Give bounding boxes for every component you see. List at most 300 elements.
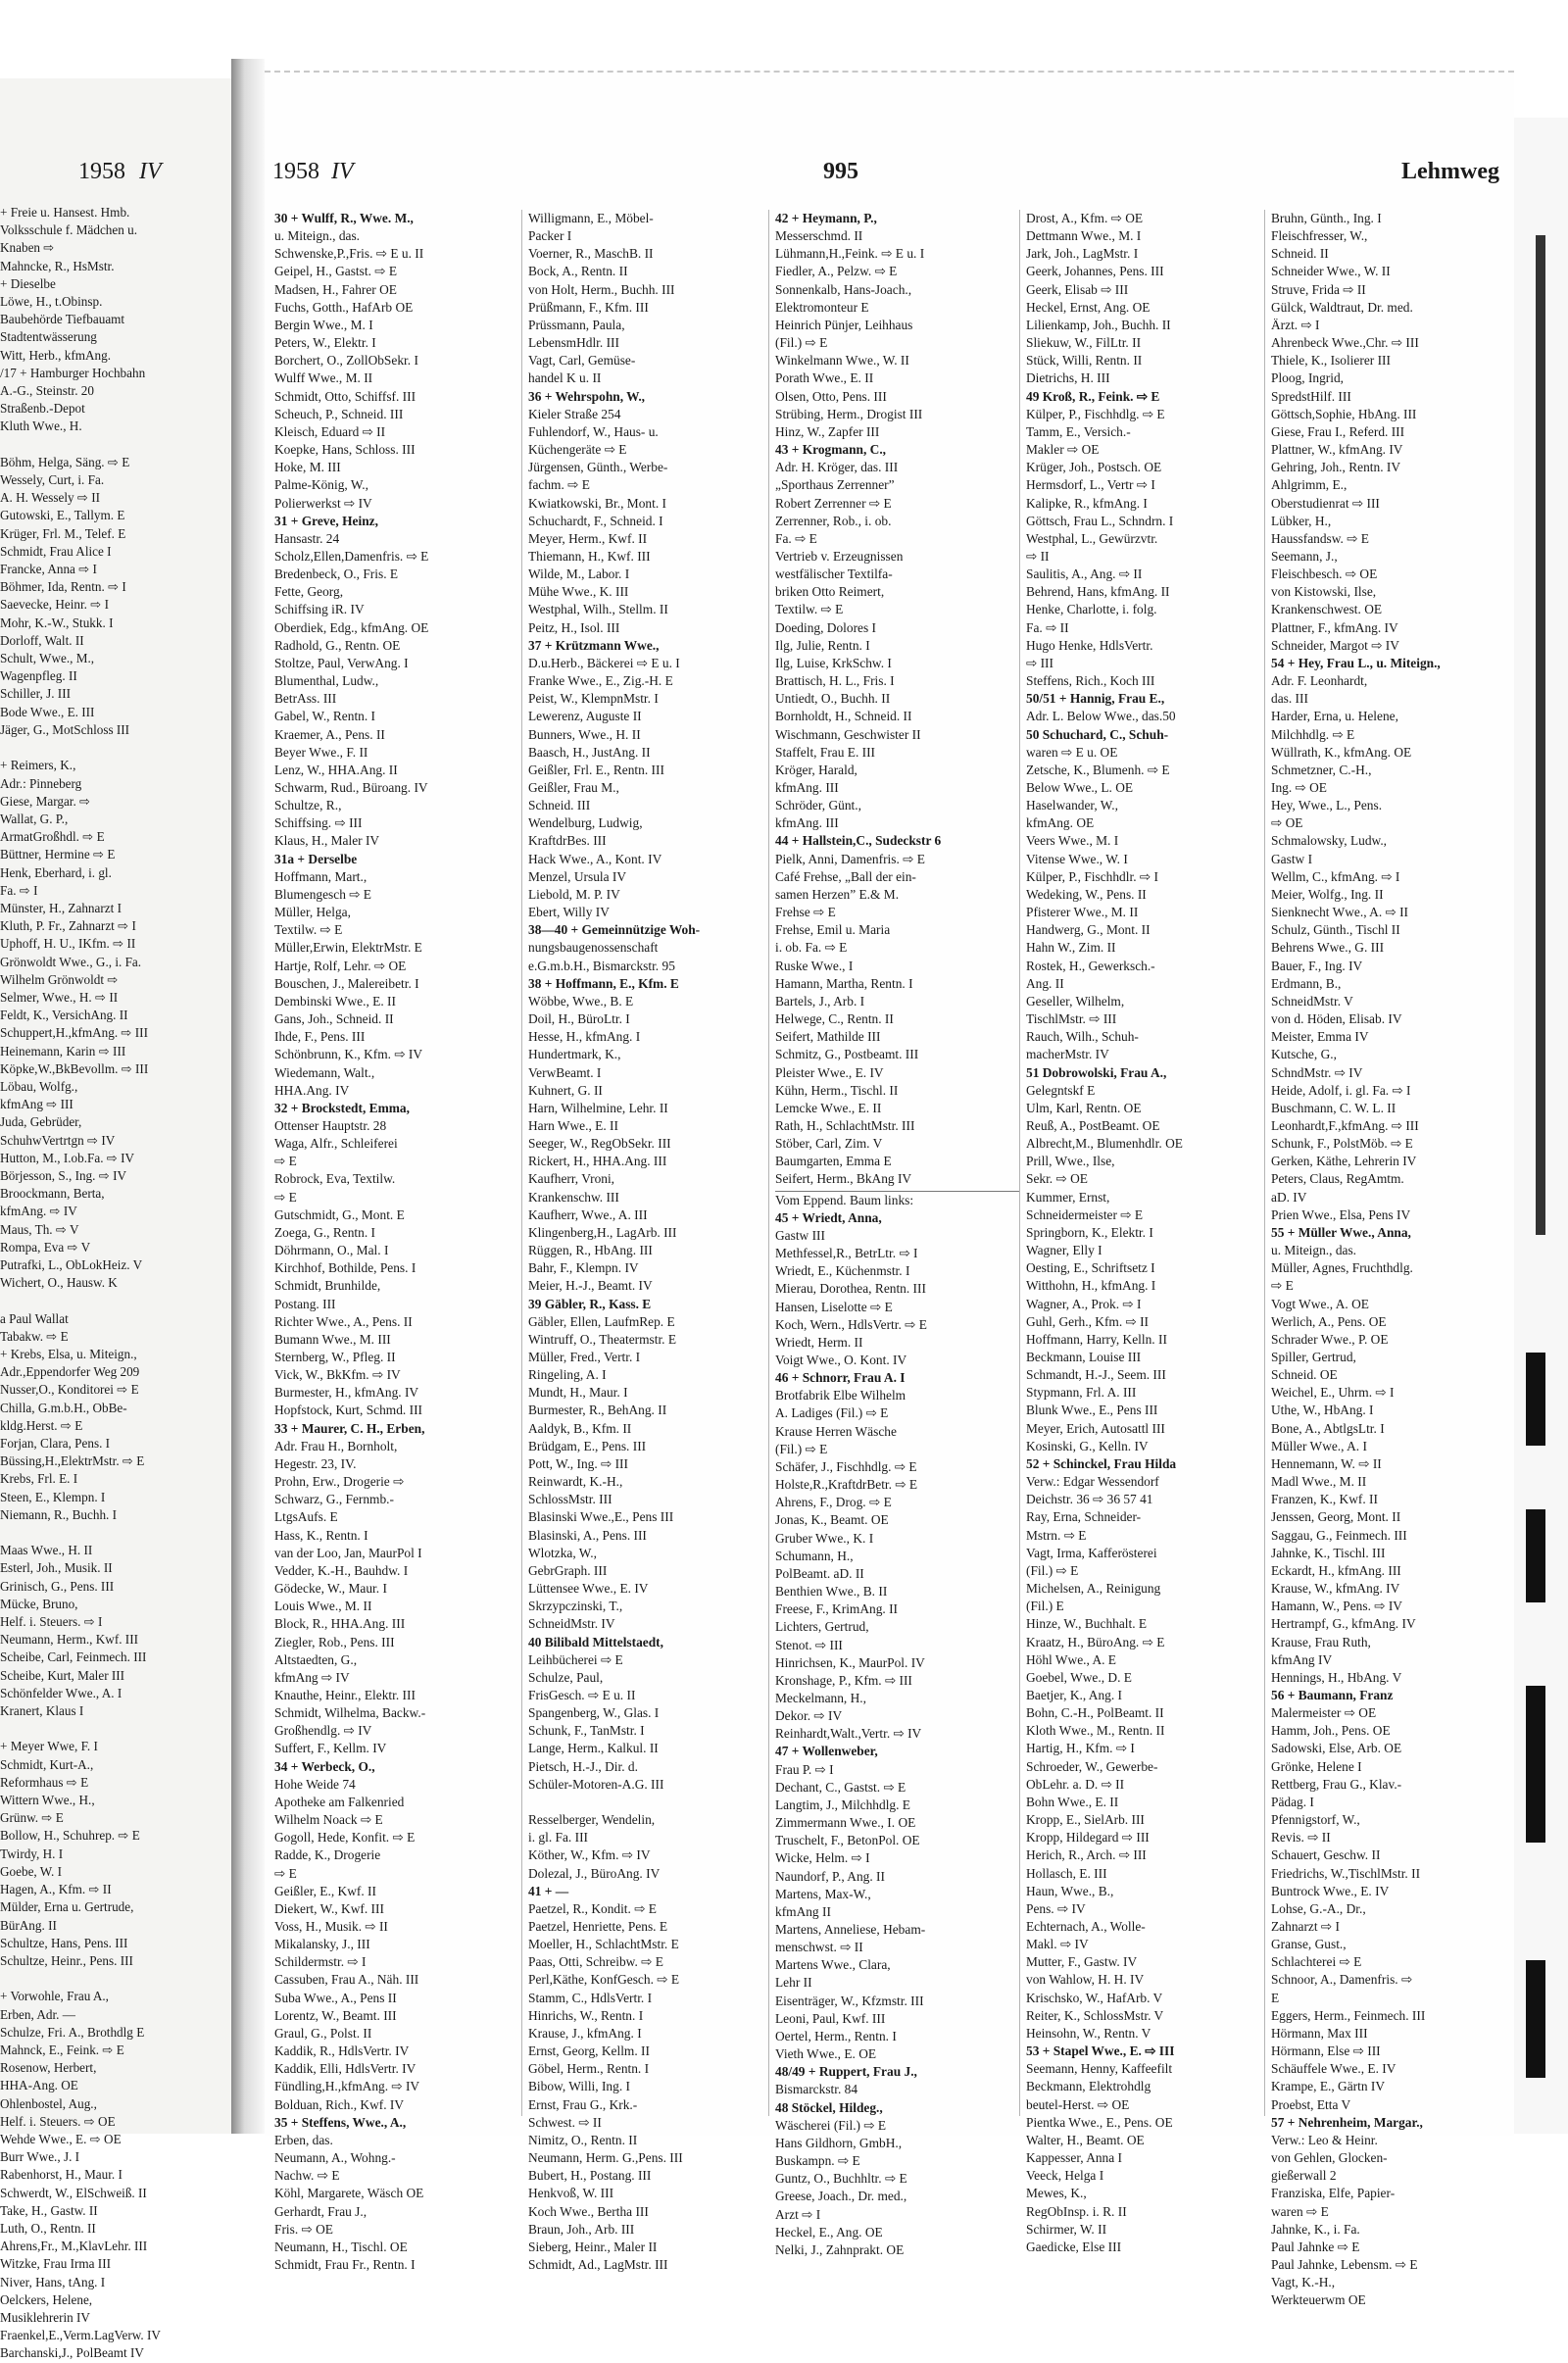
directory-entry-line: Meyer, Erich, Autosattl III [1026, 1420, 1165, 1436]
directory-entry-line: 56 + Baumann, Franz [1271, 1687, 1394, 1702]
left-listing-line: Volksschule f. Mädchen u. [0, 222, 138, 238]
directory-entry-line: Geißler, Frl. E., Rentn. III [528, 762, 664, 777]
directory-entry-line: 50 Schuchard, C., Schuh- [1026, 726, 1169, 742]
directory-entry-line: Wulff Wwe., M. II [274, 370, 373, 386]
left-listing-line: Wilhelm Grönwoldt ⇨ [0, 971, 119, 987]
directory-entry-line: Wäscherei (Fil.) ⇨ E [775, 2117, 887, 2133]
directory-entry-line: Frehse, Emil u. Maria [775, 922, 891, 938]
directory-entry-line: Dolezal, J., BüroAng. IV [528, 1865, 661, 1881]
directory-entry-line: Werlich, A., Pens. OE [1271, 1313, 1387, 1329]
directory-entry-line: 44 + Hallstein,C., Sudeckstr 6 [775, 833, 942, 849]
directory-entry-line: Hörmann, Max III [1271, 2025, 1368, 2041]
directory-entry-line: Albrecht,M., Blumenhdlr. OE [1026, 1136, 1183, 1152]
directory-entry-line: Schroeder, W., Gewerbe- [1026, 1758, 1158, 1774]
directory-entry-line: Ringeling, A. I [528, 1367, 607, 1383]
directory-entry-line: Reinwardt, K.-H., [528, 1474, 623, 1490]
left-listing-line: Fraenkel,E.,Verm.LagVerw. IV [0, 2328, 161, 2343]
directory-entry-line: Burmester, R., BehAng. II [528, 1403, 667, 1418]
directory-entry-line: Braun, Joh., Arb. III [528, 2221, 635, 2237]
directory-entry-line: Zimmermann Wwe., I. OE [775, 1815, 916, 1831]
directory-entry-line: menschwst. ⇨ II [775, 1940, 863, 1955]
directory-entry-line: 47 + Wollenweber, [775, 1744, 878, 1759]
directory-entry-line: Franziska, Elfe, Papier- [1271, 2186, 1396, 2201]
directory-entry-line: 48/49 + Ruppert, Frau J., [775, 2064, 917, 2080]
directory-entry-line: 55 + Müller Wwe., Anna, [1271, 1224, 1411, 1240]
directory-entry-line: 42 + Heymann, P., [775, 211, 877, 225]
directory-entry-line: Sliekuw, W., FilLtr. II [1026, 335, 1142, 351]
directory-entry-line: 31 + Greve, Heinz, [274, 513, 378, 528]
directory-entry-line: Göttsch, Frau L., Schndrn. I [1026, 513, 1174, 528]
directory-entry-line: Diekert, W., Kwf. III [274, 1900, 384, 1916]
directory-entry-line: Robert Zerrenner ⇨ E [775, 495, 892, 511]
directory-entry-line: Schultze, R., [274, 798, 342, 813]
directory-entry-line: Gelegntskf E [1026, 1082, 1096, 1098]
directory-entry-line: Suba Wwe., A., Pens II [274, 1990, 397, 2005]
directory-entry-line: Granse, Gust., [1271, 1937, 1347, 1952]
directory-entry-line: Lange, Herm., Kalkul. II [528, 1741, 659, 1756]
directory-entry-line: Leoni, Paul, Kwf. III [775, 2010, 886, 2026]
directory-entry-line: Greese, Joach., Dr. med., [775, 2189, 907, 2204]
directory-entry-line: Hansen, Liselotte ⇨ E [775, 1299, 893, 1314]
directory-entry-line: HHA.Ang. IV [274, 1082, 350, 1098]
directory-entry-line: Koch Wwe., Bertha III [528, 2203, 649, 2219]
directory-entry-line: Bergin Wwe., M. I [274, 317, 373, 332]
directory-entry-line: ⇨ II [1026, 548, 1050, 564]
directory-entry-line: Erdmann, B., [1271, 975, 1342, 991]
directory-entry-line: Fa. ⇨ E [775, 530, 817, 546]
left-listing-line: Witzke, Frau Irma III [0, 2256, 111, 2272]
directory-entry-line: Baumgarten, Emma E [775, 1154, 892, 1169]
directory-entry-line: Kraemer, A., Pens. II [274, 726, 385, 742]
directory-entry-line: Kuhnert, G. II [528, 1082, 603, 1098]
directory-entry-line: Reuß, A., PostBeamt. OE [1026, 1117, 1160, 1133]
directory-entry-line: Großhendlg. ⇨ IV [274, 1723, 372, 1739]
directory-entry-line: Schwenske,P.,Fris. ⇨ E u. II [274, 246, 424, 262]
directory-entry-line: Bouschen, J., Malereibetr. I [274, 975, 419, 991]
left-listing-line: Mohr, K.-W., Stukk. I [0, 615, 114, 630]
directory-entry-line: Krause, J., kfmAng. I [528, 2025, 642, 2041]
directory-entry-line: Harn, Wilhelmine, Lehr. II [528, 1100, 668, 1115]
directory-entry-line: Mstrn. ⇨ E [1026, 1527, 1087, 1543]
left-listing-line: Knaben ⇨ [0, 240, 55, 256]
directory-entry-line: Herich, R., Arch. ⇨ III [1026, 1847, 1147, 1863]
directory-entry-line: Leonhardt,F.,kfmAng. ⇨ III [1271, 1117, 1419, 1133]
directory-entry-line: westfälischer Textilfa- [775, 566, 893, 582]
left-listing-line: Wittern Wwe., H., [0, 1793, 95, 1808]
directory-entry-line: Werkteuerwm OE [1271, 2292, 1366, 2308]
directory-entry-line: Schmidt, Brunhilde, [274, 1278, 381, 1294]
directory-entry-line: Paul Jahnke ⇨ E [1271, 2239, 1360, 2254]
left-listing-line: Jäger, G., MotSchloss III [0, 721, 130, 737]
directory-entry-line: Geißler, E., Kwf. II [274, 1883, 376, 1898]
left-listing-line: + Freie u. Hansest. Hmb. [0, 205, 130, 220]
left-listing-line: Niemann, R., Buchh. I [0, 1506, 118, 1522]
directory-entry-line: Müller, Helga, [274, 905, 351, 920]
directory-entry-line: Dechant, C., Gastst. ⇨ E [775, 1779, 906, 1795]
directory-entry-line: 30 + Wulff, R., Wwe. M., [274, 211, 414, 225]
page-header [272, 159, 1509, 198]
directory-entry-line: Hansastr. 24 [274, 530, 340, 546]
directory-entry-line: (Fil.) ⇨ E [775, 1441, 828, 1456]
directory-entry-line: Echternach, A., Wolle- [1026, 1919, 1146, 1934]
directory-entry-line: Vogt Wwe., A. OE [1271, 1296, 1369, 1311]
directory-entry-line [528, 1794, 768, 1811]
directory-entry-line: Fleischbesch. ⇨ OE [1271, 566, 1378, 582]
directory-entry-line: Prill, Wwe., Ilse, [1026, 1154, 1115, 1169]
directory-entry-line: Martens, Max-W., [775, 1886, 871, 1901]
directory-entry-line: Burmester, H., kfmAng. IV [274, 1385, 419, 1401]
directory-entry-line: 50/51 + Hannig, Frau E., [1026, 691, 1165, 707]
directory-entry-line: Beyer Wwe., F. II [274, 744, 368, 760]
directory-entry-line: Blunk Wwe., E., Pens III [1026, 1403, 1158, 1418]
directory-entry-line: Vitense Wwe., W. I [1026, 851, 1128, 866]
left-listing-line: Schultze, Heinr., Pens. III [0, 1952, 133, 1968]
directory-entry-line: Fuchs, Gotth., HafArb OE [274, 299, 414, 315]
left-listing-line: Heinemann, Karin ⇨ III [0, 1043, 126, 1058]
left-listing-line [0, 1292, 206, 1309]
left-listing-line: Witt, Herb., kfmAng. [0, 347, 112, 363]
directory-entry-line: Neumann, A., Wohng.- [274, 2150, 396, 2166]
directory-columns [265, 210, 1514, 2308]
left-listing-line: Feldt, K., VersichAng. II [0, 1008, 128, 1023]
directory-entry-line: Kutsche, G., [1271, 1047, 1337, 1062]
directory-entry-line: Harder, Erna, u. Helene, [1271, 709, 1398, 724]
directory-entry-line: von Gehlen, Glocken- [1271, 2150, 1388, 2166]
directory-entry-line: Lenz, W., HHA.Ang. II [274, 762, 398, 777]
directory-entry-line: Oberstudienrat ⇨ III [1271, 495, 1380, 511]
directory-entry-line: Schirmer, W. II [1026, 2221, 1107, 2237]
directory-entry-line: Krause Herren Wäsche [775, 1423, 897, 1439]
directory-entry-line: Resselberger, Wendelin, [528, 1812, 656, 1828]
left-listing-line: Take, H., Gastw. II [0, 2202, 98, 2218]
left-listing-line: Rompa, Eva ⇨ V [0, 1239, 91, 1255]
left-listing-line: HHA-Ang. OE [0, 2078, 78, 2093]
directory-entry-line: Adr. F. Leonhardt, [1271, 673, 1368, 689]
directory-entry-line: Schwarz, G., Fernmb.- [274, 1492, 394, 1507]
directory-entry-line: Krampe, E., Gärtn IV [1271, 2079, 1386, 2094]
directory-entry-line: Spiller, Gertrud, [1271, 1350, 1356, 1364]
directory-entry-line: Blasinski Wwe.,E., Pens III [528, 1509, 674, 1525]
directory-entry-line: Waga, Alfr., Schleiferei [274, 1136, 398, 1152]
directory-entry-line: Wagner, A., Prok. ⇨ I [1026, 1296, 1142, 1311]
directory-entry-line: Meister, Emma IV [1271, 1029, 1369, 1045]
directory-entry-line: 32 + Brockstedt, Emma, [274, 1100, 410, 1115]
directory-entry-line: Ray, Erna, Schneider- [1026, 1509, 1142, 1525]
left-listing-line: Henk, Eberhard, i. gl. [0, 864, 112, 880]
directory-entry-line: Kaddik, Elli, HdlsVertr. IV [274, 2061, 416, 2077]
directory-entry-line: Jahnke, K., Tischl. III [1271, 1545, 1386, 1560]
directory-entry-line: Wriedt, E., Küchenmstr. I [775, 1263, 910, 1279]
left-listing-line: + Meyer Wwe, F. I [0, 1739, 98, 1754]
directory-entry-line: das. III [1271, 691, 1308, 707]
directory-entry-line: Rüggen, R., HbAng. III [528, 1243, 653, 1258]
directory-entry-line: Deichstr. 36 ⇨ 36 57 41 [1026, 1492, 1153, 1507]
directory-entry-line: Schneid. III [528, 798, 591, 813]
directory-entry-line: Hahn W., Zim. II [1026, 940, 1116, 956]
directory-entry-line: 48 Stöckel, Hildeg., [775, 2099, 883, 2115]
directory-entry-line: Kaufherr, Vroni, [528, 1171, 615, 1187]
directory-entry-line: Hesse, H., kfmAng. I [528, 1029, 641, 1045]
directory-entry-line: D.u.Herb., Bäckerei ⇨ E u. I [528, 655, 680, 670]
directory-entry-line: Vagt, Irma, Kafferösterei [1026, 1545, 1157, 1560]
directory-entry-line: Heinrich Pünjer, Leihhaus [775, 317, 913, 332]
directory-entry-line: Kloth Wwe., M., Rentn. II [1026, 1723, 1165, 1739]
directory-entry-line: Methfessel,R., BetrLtr. ⇨ I [775, 1246, 918, 1261]
left-listing-line: Niver, Hans, tAng. I [0, 2274, 106, 2289]
directory-entry-line: Lichters, Gertrud, [775, 1619, 869, 1635]
directory-entry-line: Wagner, Elly I [1026, 1243, 1102, 1258]
directory-entry-line: Bohn Wwe., E. II [1026, 1794, 1119, 1809]
column-1 [269, 210, 521, 2272]
directory-entry-line: Palme-König, W., [274, 477, 368, 493]
directory-entry-line: SchndMstr. ⇨ IV [1271, 1064, 1363, 1080]
directory-entry-line: Küchengeräte ⇨ E [528, 442, 627, 458]
directory-entry-line: i. gl. Fa. III [528, 1830, 588, 1846]
directory-entry-line: Benthien Wwe., B. II [775, 1584, 888, 1600]
directory-entry-line: aD. IV [1271, 1189, 1307, 1205]
directory-entry-line: Ang. II [1026, 975, 1064, 991]
left-listing-line: + Reimers, K., [0, 758, 76, 773]
left-listing-line: Straßenb.-Depot [0, 401, 85, 417]
directory-entry-line: Peitz, H., Isol. III [528, 619, 620, 635]
directory-entry-line: Veers Wwe., M. I [1026, 833, 1119, 849]
directory-entry-line: Plattner, W., kfmAng. IV [1271, 442, 1403, 458]
left-listing-line: Helf. i. Steuers. ⇨ I [0, 1614, 103, 1630]
directory-entry-line: Kieler Straße 254 [528, 406, 621, 421]
directory-entry-line: Revis. ⇨ II [1271, 1830, 1331, 1846]
directory-entry-line: Oertel, Herm., Rentn. I [775, 2028, 897, 2043]
directory-entry-line: Radhold, G., Rentn. OE [274, 637, 401, 653]
directory-entry-line: Postang. III [274, 1296, 336, 1311]
directory-entry-line: Lüttensee Wwe., E. IV [528, 1581, 649, 1597]
left-page-listing [0, 204, 206, 2363]
directory-entry-line: Franke Wwe., E., Zig.-H. E [528, 673, 673, 689]
left-listing-line [0, 1720, 206, 1738]
left-listing-line: Esterl, Joh., Musik. II [0, 1560, 113, 1576]
directory-entry-line: Porath Wwe., E. II [775, 370, 874, 386]
directory-entry-line: 40 Bilibald Mittelstaedt, [528, 1634, 663, 1649]
directory-entry-line: Zetsche, K., Blumenh. ⇨ E [1026, 762, 1170, 777]
directory-entry-line: Bubert, H., Postang. III [528, 2168, 652, 2184]
directory-entry-line: Sternberg, W., Pfleg. II [274, 1350, 396, 1364]
directory-entry-line: Hamm, Joh., Pens. OE [1271, 1723, 1391, 1739]
left-listing-line: Löbau, Wolfg., [0, 1078, 78, 1094]
directory-entry-line: Kwiatkowski, Br., Mont. I [528, 495, 666, 511]
directory-entry-line: Eisenträger, W., Kfzmstr. III [775, 1993, 924, 2008]
directory-entry-line: Paetzel, Henriette, Pens. E [528, 1919, 668, 1934]
directory-entry-line: Pientka Wwe., E., Pens. OE [1026, 2114, 1173, 2130]
directory-entry-line: Borchert, O., ZollObSekr. I [274, 353, 418, 369]
directory-entry-line: Brüdgam, E., Pens. III [528, 1438, 647, 1453]
left-listing-line: Krebs, Frl. E. I [0, 1471, 78, 1487]
left-page-volume: IV [139, 159, 162, 184]
directory-entry-line: Veeck, Helga I [1026, 2168, 1104, 2184]
directory-entry-line: Beckmann, Louise III [1026, 1350, 1142, 1364]
directory-entry-line: Kummer, Ernst, [1026, 1189, 1110, 1205]
directory-entry-line: SpredstHilf. III [1271, 388, 1351, 404]
directory-entry-line: Beckmann, Elektrohdlg [1026, 2079, 1152, 2094]
directory-entry-line: Skrzypczinski, T., [528, 1599, 623, 1614]
directory-entry-line: Sonnenkalb, Hans-Joach., [775, 281, 912, 297]
column-5 [1264, 210, 1511, 2308]
directory-entry-line: Paetzel, R., Kondit. ⇨ E [528, 1900, 657, 1916]
directory-entry-line: Westphal, L., Gewürzvtr. [1026, 530, 1158, 546]
directory-entry-line: Seifert, Herm., BkAng IV [775, 1171, 912, 1187]
directory-entry-line: Schneid. II [1271, 246, 1329, 262]
directory-entry-line: u. Miteign., das. [1271, 1243, 1357, 1258]
directory-entry-line: Wintruff, O., Theatermstr. E [528, 1331, 677, 1347]
directory-entry-line: Radde, K., Drogerie [274, 1847, 381, 1863]
directory-entry-line: Schulz, Günth., Tischl II [1271, 922, 1400, 938]
directory-entry-line: Gabel, W., Rentn. I [274, 709, 376, 724]
left-listing-line: Schult, Wwe., M., [0, 651, 95, 666]
directory-entry-line: Pietsch, H.-J., Dir. d. [528, 1758, 638, 1774]
left-listing-line: + Krebs, Elsa, u. Miteign., [0, 1347, 137, 1361]
directory-entry-line: Springborn, K., Elektr. I [1026, 1224, 1153, 1240]
directory-entry-line: Uthe, W., HbAng. I [1271, 1403, 1374, 1418]
directory-entry-line: Verw.: Leo & Heinr. [1271, 2132, 1378, 2147]
left-listing-line: Mücke, Bruno, [0, 1596, 78, 1611]
directory-entry-line: Zerrenner, Rob., i. ob. [775, 513, 892, 528]
left-listing-line: Adr.,Eppendorfer Weg 209 [0, 1364, 140, 1380]
left-listing-line: Oelckers, Helene, [0, 2291, 93, 2307]
directory-entry-line: Textilw. ⇨ E [775, 602, 844, 617]
directory-entry-line: Packer I [528, 228, 572, 244]
directory-entry-line: 45 + Wriedt, Anna, [775, 1209, 882, 1225]
directory-entry-line: Sieberg, Heinr., Maler II [528, 2239, 658, 2254]
left-page-fragment [0, 78, 232, 2361]
directory-entry-line: Baasch, H., JustAng. II [528, 744, 651, 760]
directory-entry-line: Bahr, F., Klempn. IV [528, 1260, 639, 1276]
directory-entry-line: Hohe Weide 74 [274, 1776, 356, 1792]
directory-entry-line: Krause, Frau Ruth, [1271, 1634, 1371, 1649]
directory-entry-line: Stamm, C., HdlsVertr. I [528, 1990, 653, 2005]
directory-entry-line: (Fil.) ⇨ E [775, 335, 828, 351]
left-listing-line: Münster, H., Zahnarzt I [0, 900, 122, 915]
directory-entry-line: Schildermstr. ⇨ I [274, 1954, 367, 1970]
left-listing-line: Kranert, Klaus I [0, 1703, 84, 1719]
directory-entry-line: Sadowski, Else, Arb. OE [1271, 1741, 1402, 1756]
directory-entry-line: Frehse ⇨ E [775, 905, 836, 920]
directory-entry-line: Paul Jahnke, Lebensm. ⇨ E [1271, 2256, 1418, 2272]
directory-entry-line: Knauthe, Heinr., Elektr. III [274, 1687, 416, 1702]
left-listing-line: kfmAng. ⇨ IV [0, 1204, 77, 1219]
directory-entry-line: Wellm, C., kfmAng. ⇨ I [1271, 868, 1400, 884]
directory-entry-line: Eckardt, H., kfmAng. III [1271, 1562, 1401, 1578]
left-listing-line: Adr.: Pinneberg [0, 775, 82, 791]
directory-entry-line: Voigt Wwe., O. Kont. IV [775, 1353, 907, 1367]
left-listing-line: Wallat, G. P., [0, 811, 69, 826]
directory-entry-line: 57 + Nehrenheim, Margar., [1271, 2114, 1423, 2130]
left-listing-line: BürAng. II [0, 1917, 57, 1933]
directory-entry-line: Grönke, Helene I [1271, 1758, 1362, 1774]
directory-entry-line: Harn Wwe., E. II [528, 1117, 618, 1133]
directory-entry-line: Kleisch, Eduard ⇨ II [274, 423, 386, 439]
directory-entry-line: Erben, das. [274, 2132, 333, 2147]
directory-entry-line: 35 + Steffens, Wwe., A., [274, 2114, 407, 2130]
directory-entry-line: Dekor. ⇨ IV [775, 1708, 843, 1724]
directory-entry-line: Hass, K., Rentn. I [274, 1527, 368, 1543]
directory-entry-line: Verw.: Edgar Wessendorf [1026, 1474, 1159, 1490]
directory-entry-line: Sienknecht Wwe., A. ⇨ II [1271, 905, 1409, 920]
directory-entry-line: Plattner, F., kfmAng. IV [1271, 619, 1398, 635]
directory-entry-line: Makl. ⇨ IV [1026, 1937, 1089, 1952]
left-listing-line: ArmatGroßhdl. ⇨ E [0, 829, 105, 845]
directory-entry-line: E [1271, 1990, 1280, 2005]
directory-entry-line: 46 + Schnorr, Frau A. I [775, 1370, 906, 1386]
directory-entry-line: Nachw. ⇨ E [274, 2168, 340, 2184]
left-listing-line: Schmidt, Frau Alice I [0, 543, 112, 559]
directory-entry-line: gießerwall 2 [1271, 2168, 1337, 2184]
directory-entry-line: Pielk, Anni, Damenfris. ⇨ E [775, 851, 925, 866]
directory-entry-line: Müller Wwe., A. I [1271, 1438, 1367, 1453]
directory-entry-line: Schneider, Margot ⇨ IV [1271, 637, 1399, 653]
directory-entry-line: Elektromonteur E [775, 299, 869, 315]
directory-entry-line: Schmitz, G., Postbeamt. III [775, 1047, 919, 1062]
directory-entry-line: Bornholdt, H., Schneid. II [775, 709, 912, 724]
left-listing-line: Burr Wwe., J. I [0, 2149, 80, 2165]
directory-entry-line: Kalipke, R., kfmAng. I [1026, 495, 1148, 511]
directory-entry-line: Koch, Wern., HdlsVertr. ⇨ E [775, 1316, 927, 1332]
directory-entry-line: PolBeamt. aD. II [775, 1565, 864, 1581]
left-listing-line: Musiklehrerin IV [0, 2309, 90, 2325]
directory-entry-line: Vom Eppend. Baum links: [775, 1191, 1019, 1209]
directory-entry-line: Hamann, W., Pens. ⇨ IV [1271, 1599, 1402, 1614]
directory-entry-line: Cassuben, Frau A., Näh. III [274, 1972, 419, 1988]
directory-entry-line: Scheuch, P., Schneid. III [274, 406, 404, 421]
directory-entry-line: Apotheke am Falkenried [274, 1794, 405, 1809]
directory-entry-line: Köhl, Margarete, Wäsch OE [274, 2186, 424, 2201]
directory-entry-line: Eggers, Herm., Feinmech. III [1271, 2007, 1426, 2023]
directory-entry-line: LebensmHdlr. III [528, 335, 619, 351]
directory-entry-line: Mühe Wwe., K. III [528, 584, 629, 600]
directory-entry-line: Wendelburg, Ludwig, [528, 815, 643, 831]
directory-entry-line: von Wahlow, H. H. IV [1026, 1972, 1145, 1988]
directory-entry-line: Göttsch,Sophie, HbAng. III [1271, 406, 1417, 421]
directory-entry-line: Schumann, H., [775, 1548, 854, 1563]
directory-entry-line: 34 + Werbeck, O., [274, 1758, 375, 1774]
directory-entry-line: Paas, Otti, Schreibw. ⇨ E [528, 1954, 663, 1970]
directory-entry-line: Saggau, G., Feinmech. III [1271, 1527, 1407, 1543]
directory-entry-line: Kropp, Hildegard ⇨ III [1026, 1830, 1150, 1846]
left-listing-line: Wagenpfleg. II [0, 668, 77, 684]
directory-entry-line: Gastw I [1271, 851, 1313, 866]
directory-entry-line: Hinz, W., Zapfer III [775, 423, 880, 439]
directory-entry-line: GebrGraph. III [528, 1562, 608, 1578]
directory-entry-line: Voss, H., Musik. ⇨ II [274, 1919, 388, 1934]
directory-entry-line: Hennemann, W. ⇨ II [1271, 1455, 1382, 1471]
directory-entry-line: Schlachterei ⇨ E [1271, 1954, 1362, 1970]
directory-entry-line: Ruske Wwe., I [775, 958, 854, 973]
directory-entry-line: waren ⇨ E u. OE [1026, 744, 1118, 760]
directory-entry-line: Krankenschwest. OE [1271, 602, 1383, 617]
directory-entry-line: Frau P. ⇨ I [775, 1761, 834, 1777]
directory-entry-line: Proebst, Etta V [1271, 2096, 1351, 2112]
directory-entry-line: Thiemann, H., Kwf. III [528, 548, 651, 564]
directory-entry-line: Wilhelm Noack ⇨ E [274, 1812, 383, 1828]
left-listing-line: Grünw. ⇨ E [0, 1810, 64, 1826]
directory-entry-line: Guhl, Gerh., Kfm. ⇨ II [1026, 1313, 1150, 1329]
directory-entry-line: Messerschmd. II [775, 228, 863, 244]
directory-entry-line: Ulm, Karl, Rentn. OE [1026, 1100, 1142, 1115]
directory-entry-line: kfmAng II [775, 1903, 831, 1919]
directory-entry-line: Gerhardt, Frau J., [274, 2203, 368, 2219]
directory-entry-line: Milchhdlg. ⇨ E [1271, 726, 1355, 742]
directory-entry-line: 52 + Schinckel, Frau Hilda [1026, 1455, 1177, 1471]
left-listing-line: Hagen, A., Kfm. ⇨ II [0, 1882, 112, 1897]
directory-entry-line: Rickert, H., HHA.Ang. III [528, 1154, 667, 1169]
directory-entry-line: Bibow, Willi, Ing. I [528, 2079, 630, 2094]
